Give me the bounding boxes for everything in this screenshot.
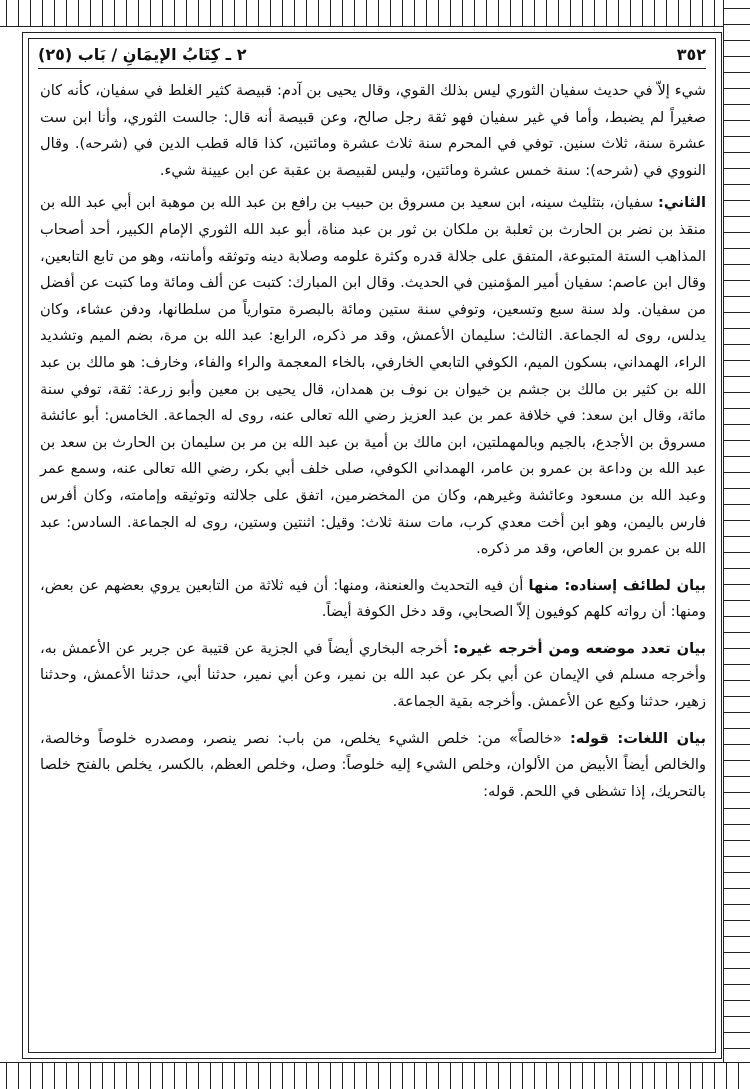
paragraph-text: سفيان، بتثليث سينه، ابن سعيد بن مسروق بن حبيب بن رافع بن عبد الله بن موهبة ابن أبي عبد الله بن منقذ بن نضر بن الحارث بن ثعلبة بن ملكان بن ثور بن عبد مناة، أبو عبد الله الثوري الإمام الكبير، أحد أصحاب المذاهب الستة المتبوعة، المتفق على جلالة قدره وكثرة علومه وصلابة دينه وتوثقه وأمانته، وهو من تابع التابعين، وقال ابن عاصم: سفيان أمير المؤمنين في الحديث. وقال ابن المبارك: كتبت عن ألف ومائة وما كتبت عن أفضل من سفيان. ولد سنة سبع وتسعين، وتوفي سنة ستين ومائة بالبصرة متوارياً من سلطانها، ودفن عشاء، وكان يدلس، روى له الجماعة. الثالث: سليمان الأعمش، وقد مر ذكره، الرابع: عبد الله بن مرة، بضم الميم وتشديد الراء، الهمداني، بسكون الميم، الكوفي التابعي الخارفي، بالخاء المعجمة والراء والفاء، وخارف: هو مالك بن عبد الله بن كثير بن مالك بن جشم بن خيوان بن نوف بن همدان، قال يحيى بن معين وأبو زرعة: ثقة، توفي سنة مائة، وقال ابن سعد: في خلافة عمر بن عبد العزيز رضي الله تعالى عنه، روى له الجماعة. الخامس: أبو عائشة مسروق بن الأجدع، بالجيم وبالمهملتين، ابن مالك بن أمية بن عبد الله بن مر بن سليمان بن الحارث بن سعد بن عبد الله بن وداعة بن عمرو بن عامر، الهمداني الكوفي، صلى خلف أبي بكر، رضي الله تعالى عنه، وسمع عمر وعبد الله بن مسعود وعائشة وغيرهم، وكان من المخضرمين، اتفق على جلالته وتوثيقه وإمامته، وكان أفرس فارس باليمن، وهو ابن أخت معدي كرب، مات سنة ثلاث: وقيل: اثنتين وستين، روى له الجماعة. السادس: عبد الله بن عمرو بن العاص، وقد مر ذكره. (40, 194, 706, 558)
page-header (38, 40, 706, 69)
page-body (40, 78, 706, 1049)
decorative-border-right (723, 0, 750, 1089)
paragraph-lead: بيان لطائف إسناده: منها (528, 576, 706, 594)
page-number: ٣٥٢ (676, 44, 706, 64)
chapter-title: ٢ ـ كِتَابُ الإيمَانِ / بَاب (٢٥) (38, 44, 247, 64)
paragraph-lead: بيان اللغات: قوله: (570, 729, 706, 747)
decorative-border-bottom (0, 1062, 750, 1089)
paragraph-lead: بيان تعدد موضعه ومن أخرجه غيره: (453, 639, 706, 657)
paragraph-3 (40, 573, 706, 626)
paragraph-text: شيء إلاّ في حديث سفيان الثوري ليس بذلك القوي، وقال يحيى بن آدم: قبيصة كثير الغلط في سفيان، كأنه كان صغيراً لم يضبط، وأما في غير سفيان فهو ثقة رجل صالح، وعن قبيصة أنه قال: جالست الثوري، وأنا ابن ست عشرة سنة، ثلاث سنين. توفي في المحرم سنة ثلاث عشرة ومائتين، كذا قاله قطب الدين في (شرحه). وقال النووي في (شرحه): سنة خمس عشرة ومائتين، وليس لقبيصة بن عقبة عن ابن عيينة شيء. (40, 82, 706, 179)
paragraph-text: «خالصاً» من: خلص الشيء يخلص، من باب: نصر ينصر، ومصدره خلوصاً وخالصة، والخالص أيضاً الأبيض من الألوان، وخلص الشيء إليه خلوصاً: وصل، وخلص العظم، بالكسر، يخلص بالفتح خلصا بالتحريك، إذا تشظى في اللحم. قوله: (40, 729, 706, 800)
paragraph-text: أخرجه البخاري أيضاً في الجزية عن قتيبة عن جرير عن الأعمش به، وأخرجه مسلم في الإيمان عن أبي بكر عن عبد الله بن نمير، وعن أبي نمير، حدثنا أبي، حدثنا الأعمش، وحدثنا زهير، حدثنا وكيع عن الأعمش. وأخرجه بقية الجماعة. (40, 639, 706, 711)
decorative-border-top (0, 0, 750, 27)
paragraph-text: أن فيه التحديث والعنعنة، ومنها: أن فيه ثلاثة من التابعين يروي بعضهم عن بعض، ومنها: أن رواته كلهم كوفيون إلاّ الصحابي، وقد دخل الكوفة أيضاً. (40, 576, 706, 621)
paragraph-2 (40, 190, 706, 562)
paragraph-4 (40, 636, 706, 716)
paragraph-5 (40, 726, 706, 806)
paragraph-1 (40, 78, 706, 184)
paragraph-lead: الثاني: (658, 194, 706, 212)
